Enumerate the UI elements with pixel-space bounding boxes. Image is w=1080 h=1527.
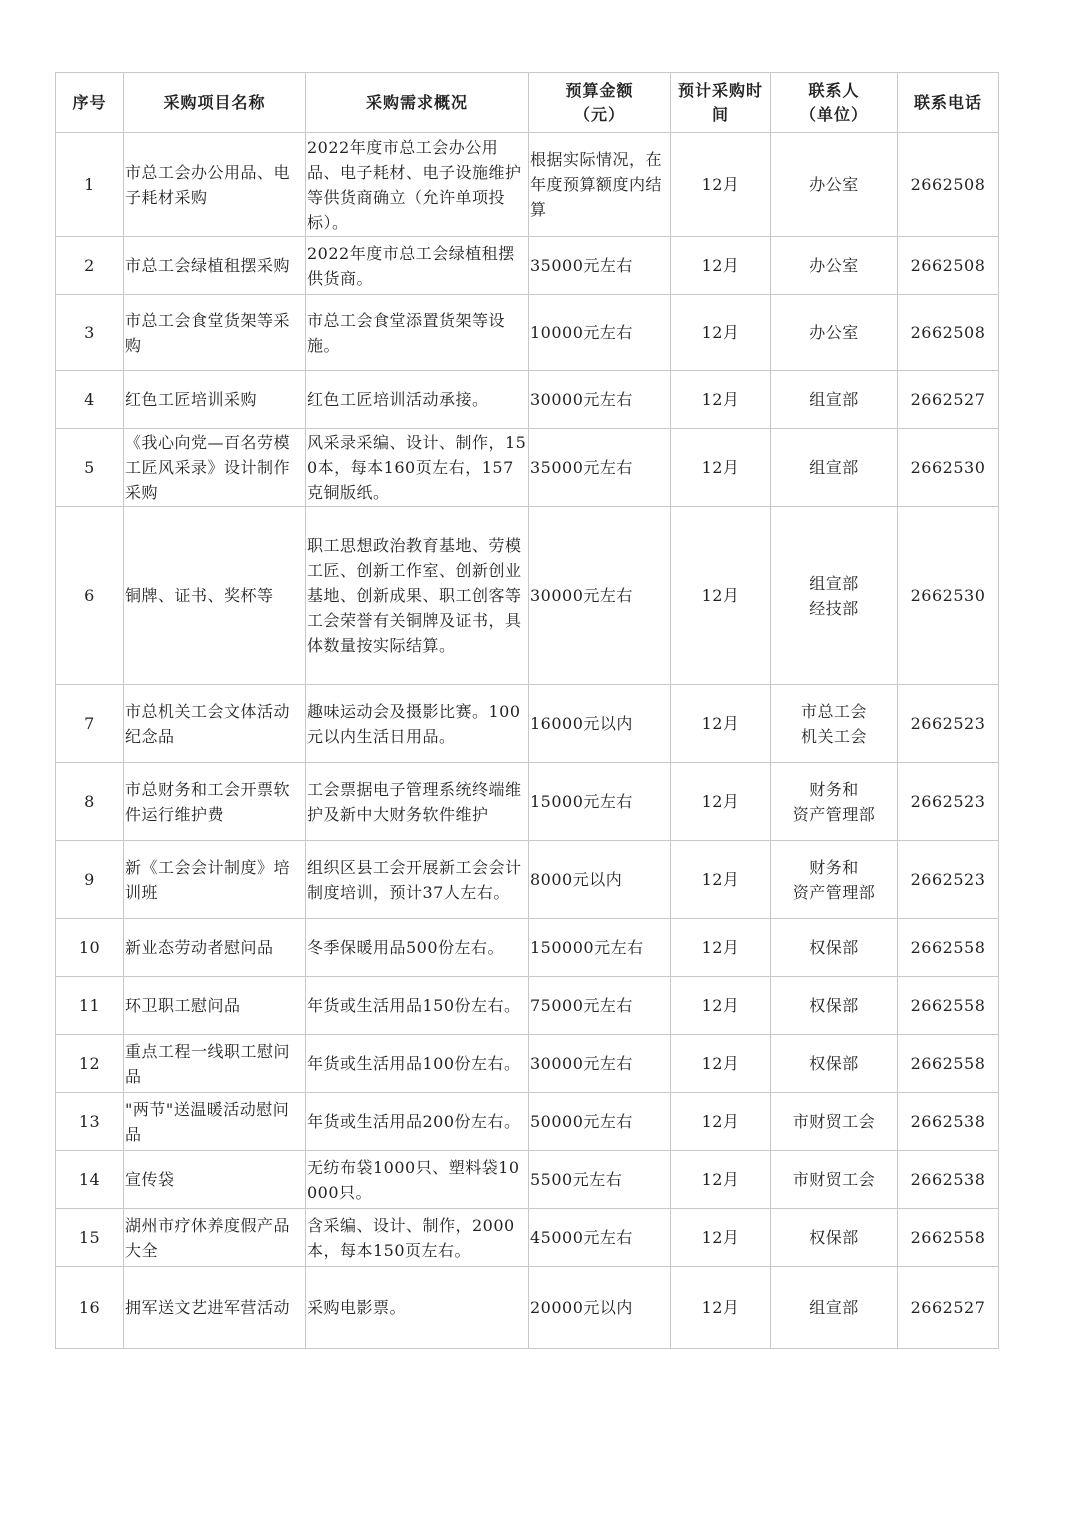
cell-budget: 15000元左右 xyxy=(529,763,671,841)
cell-phone: 2662527 xyxy=(898,1267,999,1349)
contact-line: 组宣部 xyxy=(809,573,859,593)
cell-time: 12月 xyxy=(671,1267,771,1349)
cell-desc: 冬季保暖用品500份左右。 xyxy=(306,919,529,977)
header-contact xyxy=(771,73,898,133)
cell-budget: 75000元左右 xyxy=(529,977,671,1035)
cell-desc: 工会票据电子管理系统终端维护及新中大财务软件维护 xyxy=(306,763,529,841)
cell-desc: 职工思想政治教育基地、劳模工匠、创新工作室、创新创业基地、创新成果、职工创客等工会荣誉有关铜牌及证书，具体数量按实际结算。 xyxy=(306,507,529,685)
cell-desc: 风采录采编、设计、制作，150本，每本160页左右，157克铜版纸。 xyxy=(306,429,529,507)
header-desc: 采购需求概况 xyxy=(306,73,529,133)
contact-line: 权保部 xyxy=(809,1228,859,1247)
cell-contact xyxy=(771,1267,898,1349)
cell-name: 市总机关工会文体活动纪念品 xyxy=(124,685,306,763)
header-seq: 序号 xyxy=(56,73,124,133)
cell-name: 市总工会办公用品、电子耗材采购 xyxy=(124,133,306,237)
cell-phone: 2662530 xyxy=(898,429,999,507)
cell-phone: 2662538 xyxy=(898,1093,999,1151)
cell-seq: 13 xyxy=(56,1093,124,1151)
cell-budget: 10000元左右 xyxy=(529,295,671,371)
cell-name: 《我心向党—百名劳模工匠风采录》设计制作采购 xyxy=(124,429,306,507)
table-row xyxy=(56,295,999,371)
cell-phone: 2662538 xyxy=(898,1151,999,1209)
cell-time: 12月 xyxy=(671,237,771,295)
cell-name: 拥军送文艺进军营活动 xyxy=(124,1267,306,1349)
cell-budget: 30000元左右 xyxy=(529,371,671,429)
cell-contact xyxy=(771,371,898,429)
cell-name: 湖州市疗休养度假产品大全 xyxy=(124,1209,306,1267)
cell-desc: 年货或生活用品100份左右。 xyxy=(306,1035,529,1093)
cell-desc: 含采编、设计、制作，2000本，每本150页左右。 xyxy=(306,1209,529,1267)
contact-line: 市财贸工会 xyxy=(792,1170,876,1189)
table-row xyxy=(56,371,999,429)
header-row xyxy=(56,73,999,133)
cell-name: 铜牌、证书、奖杯等 xyxy=(124,507,306,685)
table-row xyxy=(56,841,999,919)
cell-budget: 8000元以内 xyxy=(529,841,671,919)
cell-budget: 35000元左右 xyxy=(529,237,671,295)
contact-line: 市财贸工会 xyxy=(792,1112,876,1131)
cell-contact xyxy=(771,237,898,295)
cell-name: 环卫职工慰问品 xyxy=(124,977,306,1035)
cell-seq: 2 xyxy=(56,237,124,295)
header-name: 采购项目名称 xyxy=(124,73,306,133)
contact-line: 组宣部 xyxy=(809,1298,859,1317)
header-contact-line2: （单位） xyxy=(799,104,868,124)
table-row xyxy=(56,977,999,1035)
cell-seq: 11 xyxy=(56,977,124,1035)
contact-line: 财务和 xyxy=(809,779,859,799)
cell-budget: 20000元以内 xyxy=(529,1267,671,1349)
table-row xyxy=(56,429,999,507)
cell-name: 新业态劳动者慰问品 xyxy=(124,919,306,977)
contact-line: 组宣部 xyxy=(809,390,859,409)
contact-line: 权保部 xyxy=(809,1054,859,1073)
cell-time: 12月 xyxy=(671,133,771,237)
cell-name: "两节"送温暖活动慰问品 xyxy=(124,1093,306,1151)
cell-phone: 2662523 xyxy=(898,841,999,919)
cell-seq: 4 xyxy=(56,371,124,429)
cell-contact xyxy=(771,1035,898,1093)
cell-time: 12月 xyxy=(671,685,771,763)
cell-time: 12月 xyxy=(671,1093,771,1151)
cell-budget: 35000元左右 xyxy=(529,429,671,507)
table-row xyxy=(56,1093,999,1151)
cell-desc: 组织区县工会开展新工会会计制度培训，预计37人左右。 xyxy=(306,841,529,919)
cell-seq: 6 xyxy=(56,507,124,685)
cell-seq: 9 xyxy=(56,841,124,919)
cell-contact xyxy=(771,685,898,763)
cell-seq: 10 xyxy=(56,919,124,977)
cell-budget: 16000元以内 xyxy=(529,685,671,763)
table-row xyxy=(56,763,999,841)
cell-phone: 2662523 xyxy=(898,763,999,841)
cell-desc: 年货或生活用品200份左右。 xyxy=(306,1093,529,1151)
cell-seq: 3 xyxy=(56,295,124,371)
cell-seq: 5 xyxy=(56,429,124,507)
cell-seq: 14 xyxy=(56,1151,124,1209)
header-time-line2: 间 xyxy=(711,104,729,124)
contact-line: 机关工会 xyxy=(800,726,867,746)
cell-budget: 50000元左右 xyxy=(529,1093,671,1151)
cell-seq: 1 xyxy=(56,133,124,237)
contact-line: 权保部 xyxy=(809,938,859,957)
cell-name: 市总财务和工会开票软件运行维护费 xyxy=(124,763,306,841)
cell-contact xyxy=(771,763,898,841)
cell-desc: 2022年度市总工会办公用品、电子耗材、电子设施维护等供货商确立（允许单项投标）。 xyxy=(306,133,529,237)
cell-budget: 根据实际情况，在年度预算额度内结算 xyxy=(529,133,671,237)
table-row xyxy=(56,1209,999,1267)
cell-desc: 趣味运动会及摄影比赛。100元以内生活日用品。 xyxy=(306,685,529,763)
contact-line: 组宣部 xyxy=(809,458,859,477)
cell-time: 12月 xyxy=(671,507,771,685)
cell-seq: 8 xyxy=(56,763,124,841)
cell-budget: 150000元左右 xyxy=(529,919,671,977)
cell-phone: 2662558 xyxy=(898,1209,999,1267)
cell-name: 红色工匠培训采购 xyxy=(124,371,306,429)
cell-desc: 红色工匠培训活动承接。 xyxy=(306,371,529,429)
header-budget-line2: （元） xyxy=(573,104,625,124)
cell-budget: 30000元左右 xyxy=(529,507,671,685)
cell-phone: 2662508 xyxy=(898,295,999,371)
cell-time: 12月 xyxy=(671,1209,771,1267)
cell-contact xyxy=(771,507,898,685)
contact-line: 办公室 xyxy=(809,175,859,194)
header-time xyxy=(671,73,771,133)
table-row xyxy=(56,1035,999,1093)
header-contact-line1: 联系人 xyxy=(808,80,860,100)
cell-phone: 2662508 xyxy=(898,237,999,295)
cell-name: 重点工程一线职工慰问品 xyxy=(124,1035,306,1093)
cell-phone: 2662558 xyxy=(898,1035,999,1093)
cell-phone: 2662558 xyxy=(898,919,999,977)
cell-seq: 16 xyxy=(56,1267,124,1349)
cell-name: 市总工会绿植租摆采购 xyxy=(124,237,306,295)
cell-contact xyxy=(771,1093,898,1151)
contact-line: 资产管理部 xyxy=(792,804,876,824)
cell-contact xyxy=(771,133,898,237)
table-row xyxy=(56,919,999,977)
table-row xyxy=(56,1151,999,1209)
contact-line: 资产管理部 xyxy=(792,882,876,902)
cell-contact xyxy=(771,1151,898,1209)
cell-desc: 2022年度市总工会绿植租摆供货商。 xyxy=(306,237,529,295)
cell-phone: 2662523 xyxy=(898,685,999,763)
header-phone: 联系电话 xyxy=(898,73,999,133)
cell-desc: 采购电影票。 xyxy=(306,1267,529,1349)
cell-time: 12月 xyxy=(671,919,771,977)
contact-line: 财务和 xyxy=(809,857,859,877)
cell-time: 12月 xyxy=(671,1035,771,1093)
cell-phone: 2662530 xyxy=(898,507,999,685)
cell-contact xyxy=(771,977,898,1035)
cell-time: 12月 xyxy=(671,429,771,507)
table-row xyxy=(56,237,999,295)
table-row xyxy=(56,507,999,685)
cell-time: 12月 xyxy=(671,841,771,919)
cell-phone: 2662527 xyxy=(898,371,999,429)
cell-desc: 无纺布袋1000只、塑料袋10000只。 xyxy=(306,1151,529,1209)
contact-line: 权保部 xyxy=(809,996,859,1015)
cell-time: 12月 xyxy=(671,295,771,371)
cell-name: 新《工会会计制度》培训班 xyxy=(124,841,306,919)
cell-contact xyxy=(771,1209,898,1267)
cell-desc: 市总工会食堂添置货架等设施。 xyxy=(306,295,529,371)
header-time-line1: 预计采购时 xyxy=(677,80,763,100)
cell-contact xyxy=(771,295,898,371)
procurement-table xyxy=(55,72,999,1349)
contact-line: 办公室 xyxy=(809,256,859,275)
cell-contact xyxy=(771,841,898,919)
cell-phone: 2662558 xyxy=(898,977,999,1035)
cell-contact xyxy=(771,919,898,977)
cell-name: 宣传袋 xyxy=(124,1151,306,1209)
cell-phone: 2662508 xyxy=(898,133,999,237)
cell-time: 12月 xyxy=(671,977,771,1035)
cell-time: 12月 xyxy=(671,1151,771,1209)
cell-contact xyxy=(771,429,898,507)
cell-desc: 年货或生活用品150份左右。 xyxy=(306,977,529,1035)
cell-seq: 7 xyxy=(56,685,124,763)
header-budget-line1: 预算金额 xyxy=(565,80,634,100)
table-row xyxy=(56,685,999,763)
cell-time: 12月 xyxy=(671,763,771,841)
contact-line: 办公室 xyxy=(809,323,859,342)
table-row xyxy=(56,1267,999,1349)
cell-time: 12月 xyxy=(671,371,771,429)
contact-line: 经技部 xyxy=(809,598,859,618)
table-row xyxy=(56,133,999,237)
cell-name: 市总工会食堂货架等采购 xyxy=(124,295,306,371)
contact-line: 市总工会 xyxy=(800,701,867,721)
cell-budget: 45000元左右 xyxy=(529,1209,671,1267)
cell-seq: 15 xyxy=(56,1209,124,1267)
cell-budget: 30000元左右 xyxy=(529,1035,671,1093)
cell-budget: 5500元左右 xyxy=(529,1151,671,1209)
header-budget xyxy=(529,73,671,133)
cell-seq: 12 xyxy=(56,1035,124,1093)
